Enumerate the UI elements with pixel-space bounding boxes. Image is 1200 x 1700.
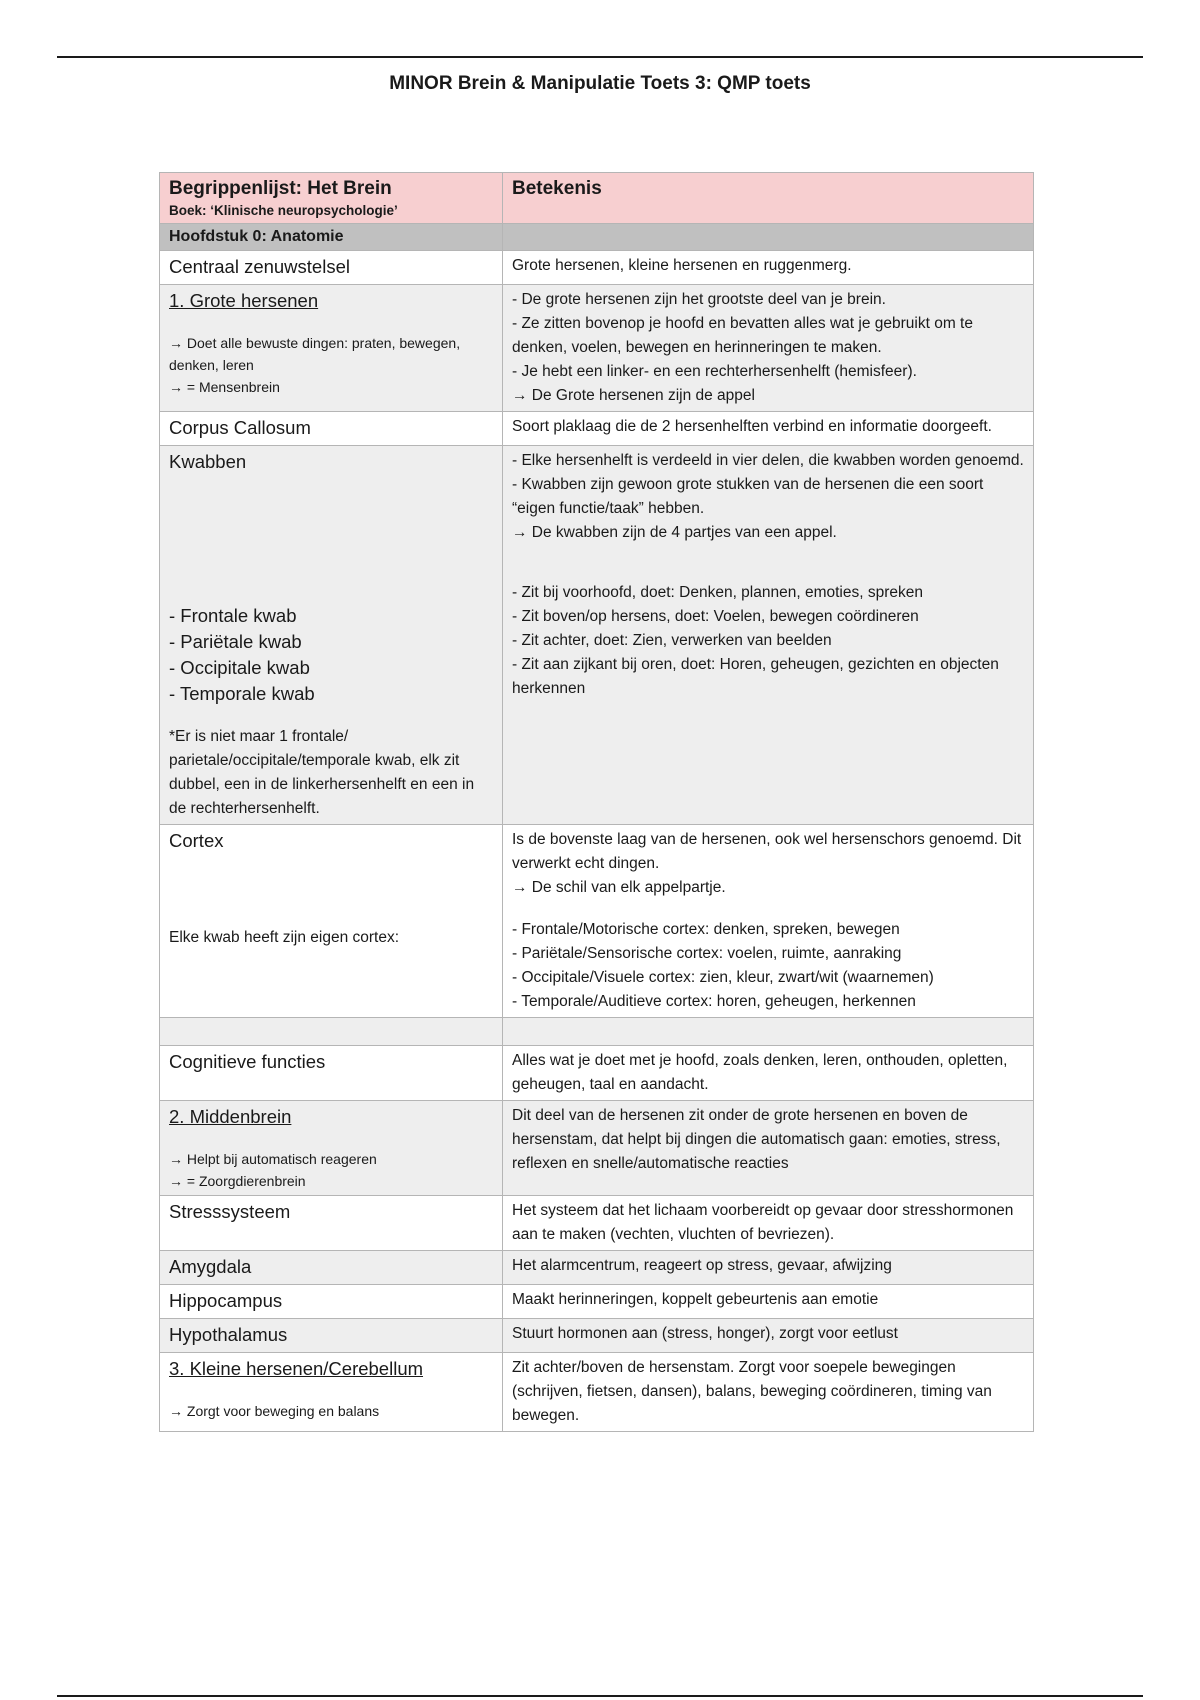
- lobe-function: - Zit bij voorhoofd, doet: Denken, plannen, emoties, spreken: [512, 584, 923, 601]
- header-cell-meaning: [503, 173, 1034, 224]
- definition: Alles wat je doet met je hoofd, zoals denken, leren, onthouden, opletten, geheugen, taal en aandacht.: [512, 1052, 1008, 1093]
- table-row: [160, 1101, 1034, 1196]
- term-note: → Doet alle bewuste dingen: praten, bewegen, denken, leren: [169, 335, 461, 373]
- definition: Soort plaklaag die de 2 hersenhelften verbind en informatie doorgeeft.: [512, 418, 992, 435]
- definition: Maakt herinneringen, koppelt gebeurtenis aan emotie: [512, 1291, 879, 1308]
- empty-row: [160, 1018, 1034, 1046]
- lobe-footnote: *Er is niet maar 1 frontale/ parietale/occipitale/temporale kwab, elk zit dubbel, een in de linkerhersenhelft en een in de rechterhersenhelft.: [169, 728, 475, 817]
- term: Cortex: [169, 830, 224, 851]
- header-subtitle: Boek: ‘Klinische neuropsychologie’: [169, 203, 398, 218]
- definition-line: → De schil van elk appelpartje.: [512, 879, 726, 896]
- cortex-function: - Temporale/Auditieve cortex: horen, geheugen, herkennen: [512, 993, 916, 1010]
- definition-line: - Je hebt een linker- en een rechterhersenhelft (hemisfeer).: [512, 363, 917, 380]
- term: Hypothalamus: [169, 1324, 288, 1345]
- chapter-empty-cell: [503, 224, 1034, 251]
- term: Hippocampus: [169, 1290, 283, 1311]
- lobe-name: - Frontale kwab: [169, 605, 297, 626]
- table-row: [160, 1319, 1034, 1353]
- header-title: Begrippenlijst: Het Brein: [169, 178, 392, 199]
- cortex-function: - Occipitale/Visuele cortex: zien, kleur, zwart/wit (waarnemen): [512, 969, 934, 986]
- table-row: [160, 446, 1034, 825]
- table-row: [160, 1046, 1034, 1101]
- bottom-rule: [57, 1695, 1143, 1697]
- table-row: [160, 251, 1034, 285]
- definition: Het alarmcentrum, reageert op stress, gevaar, afwijzing: [512, 1257, 892, 1274]
- table-row: [160, 1251, 1034, 1285]
- cortex-function: - Frontale/Motorische cortex: denken, spreken, bewegen: [512, 921, 900, 938]
- definition-line: - Ze zitten bovenop je hoofd en bevatten alles wat je gebruikt om te denken, voelen, bewegen en herinneringen te maken.: [512, 315, 973, 356]
- cortex-function: - Pariëtale/Sensorische cortex: voelen, ruimte, aanraking: [512, 945, 902, 962]
- chapter-heading: Hoofdstuk 0: Anatomie: [160, 224, 503, 251]
- definition: Grote hersenen, kleine hersenen en ruggenmerg.: [512, 257, 852, 274]
- table-row: [160, 1353, 1034, 1432]
- lobe-name: - Pariëtale kwab: [169, 631, 302, 652]
- document-title: MINOR Brein & Manipulatie Toets 3: QMP toets: [389, 73, 811, 94]
- definition-line: → De Grote hersenen zijn de appel: [512, 387, 755, 404]
- top-rule: [57, 56, 1143, 58]
- definition: Dit deel van de hersenen zit onder de grote hersenen en boven de hersenstam, dat helpt bij dingen die automatisch gaan: emoties, stress, reflexen en snelle/automatische reacties: [512, 1107, 1001, 1172]
- table-header-row: [160, 173, 1034, 224]
- table-row: [160, 825, 1034, 1018]
- table-row: [160, 1196, 1034, 1251]
- term: Stresssysteem: [169, 1201, 291, 1222]
- glossary-table: [159, 172, 1034, 1432]
- term: Kwabben: [169, 451, 247, 472]
- term-note: → = Mensenbrein: [169, 379, 280, 395]
- term: Cognitieve functies: [169, 1051, 326, 1072]
- lobe-function: - Zit achter, doet: Zien, verwerken van beelden: [512, 632, 832, 649]
- definition: Het systeem dat het lichaam voorbereidt op gevaar door stresshormonen aan te maken (vechten, vluchten of bevriezen).: [512, 1202, 1014, 1243]
- lobe-function: - Zit boven/op hersens, doet: Voelen, bewegen coördineren: [512, 608, 919, 625]
- definition-line: Is de bovenste laag van de hersenen, ook wel hersenschors genoemd. Dit verwerkt echt dingen.: [512, 831, 1022, 872]
- term: Corpus Callosum: [169, 417, 311, 438]
- definition-line: - Kwabben zijn gewoon grote stukken van de hersenen die een soort “eigen functie/taak” hebben.: [512, 476, 984, 517]
- term: Centraal zenuwstelsel: [169, 256, 350, 277]
- definition-line: - De grote hersenen zijn het grootste deel van je brein.: [512, 291, 886, 308]
- header-meaning: Betekenis: [512, 178, 602, 199]
- term-note: → Helpt bij automatisch reageren: [169, 1151, 377, 1167]
- table-row: [160, 285, 1034, 412]
- definition: Zit achter/boven de hersenstam. Zorgt voor soepele bewegingen (schrijven, fietsen, dansen), balans, beweging coördineren, timing van bewegen.: [512, 1359, 992, 1424]
- lobe-name: - Temporale kwab: [169, 683, 315, 704]
- term-note: → = Zoorgdierenbrein: [169, 1173, 306, 1189]
- chapter-row: [160, 224, 1034, 251]
- section-term: 3. Kleine hersenen/Cerebellum: [169, 1358, 424, 1379]
- section-term: 2. Middenbrein: [169, 1106, 292, 1127]
- definition-line: → De kwabben zijn de 4 partjes van een appel.: [512, 524, 837, 541]
- definition-line: - Elke hersenhelft is verdeeld in vier delen, die kwabben worden genoemd.: [512, 452, 1024, 469]
- table-row: [160, 412, 1034, 446]
- term-note: Elke kwab heeft zijn eigen cortex:: [169, 929, 400, 946]
- definition: Stuurt hormonen aan (stress, honger), zorgt voor eetlust: [512, 1325, 898, 1342]
- term: Amygdala: [169, 1256, 252, 1277]
- lobe-name: - Occipitale kwab: [169, 657, 310, 678]
- table-row: [160, 1285, 1034, 1319]
- lobe-function: - Zit aan zijkant bij oren, doet: Horen, geheugen, gezichten en objecten herkennen: [512, 656, 999, 697]
- section-term: 1. Grote hersenen: [169, 290, 319, 311]
- header-cell-terms: [160, 173, 503, 224]
- term-note: → Zorgt voor beweging en balans: [169, 1403, 380, 1419]
